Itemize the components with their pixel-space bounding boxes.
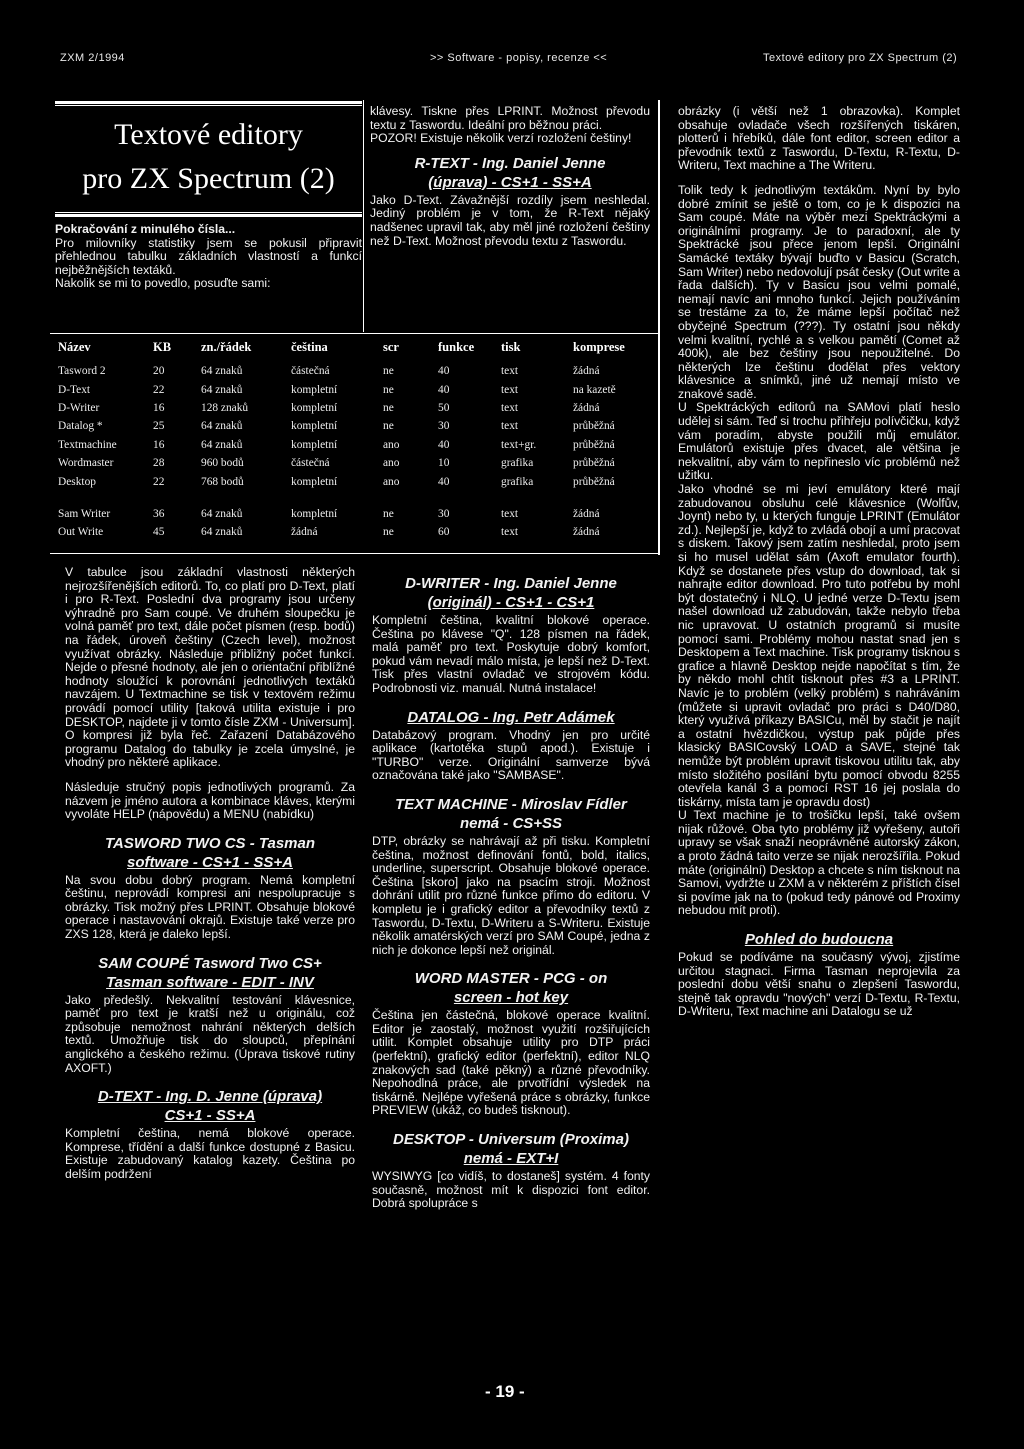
table-cell: ne: [383, 420, 394, 433]
paragraph: Pokud se podíváme na současný vývoj, zjistíme určitou stagnaci. Firma Tasman neprojevila za poslední dobu větší snahu o zlepšení Taswordu, stejně tak opravdu "nových" verzí D-Textu, R-Textu, D-Writeru, Text machine ani Datalogu se už: [678, 950, 960, 1019]
page-number: - 19 -: [485, 1382, 525, 1401]
column-1: [65, 566, 355, 1182]
table-header-cell: scr: [383, 340, 399, 354]
table-cell: D-Writer: [58, 401, 100, 414]
table-cell: ne: [383, 383, 394, 396]
table-cell: průběžná: [573, 420, 615, 433]
table-spacer-row: [58, 491, 646, 505]
table-cell: Wordmaster: [58, 457, 114, 470]
heading-line: DATALOG - Ing. Petr Adámek: [407, 708, 615, 726]
paragraph: V tabulce jsou základní vlastnosti některých nejrozšířenějších editorů. To, co platí pro D-Text, platí i pro R-Text. Poslední dva programy jsou určeny výhradně pro Sam coupé. Ve druhém sloupečku je volná paměť pro text, dále počet písmen (resp. bodů) na řádek, úroveň češtiny (Czech level), možnost využívat obrázky. Následuje přibližný počet funkcí. Nejde o přesné hodnoty, ale jen o orientační přiblížné hodnoty sloužící k porovnání jednotlivých textáků navzájem. U Textmachine se tisk v textovém režimu provádí pomocí utility [taková utilita existuje i pro DESKTOP, najdete ji v tomto čísle ZXM - Universum]. O kompresi již byla řeč. Zařazení Databázového programu Datalog do tabulky je zcela úmyslné, je vhodný pro některé aplikace.: [65, 565, 355, 770]
article-title-line1: Textové editory: [114, 118, 303, 151]
paragraph: U Spektráckých editorů na SAMovi platí heslo udělej si sám. Teď si trochu přihřeju polívčičku, když vám poradím, abyste použili můj emulátor. Emulátorů existuje přes dvacet, ale většina je nekvalitní, aby vám to nepřineslo víc problémů než užitku.: [678, 400, 960, 483]
heading-line: D-TEXT - Ing. D. Jenne (úprava): [97, 1088, 323, 1106]
table-cell: 64 znaků: [201, 507, 243, 520]
table-cell: 30: [438, 507, 450, 520]
paragraph: Jako předešlý. Nekvalitní testování klávesnice, paměť pro text je kratší než u originálu, což způsobuje nemožnost nahrání některých delších textů. Umožňuje tisk do sloupců, přepínání anglického a českého režimu. (Úprava tiskové rutiny AXOFT.): [65, 992, 355, 1075]
table-header-cell: tisk: [501, 340, 521, 354]
table-cell: kompletní: [291, 383, 338, 396]
intro-paragraph: Pro milovníky statistiky jsem se pokusil připravit přehlednou tabulku základních vlastností a funkcí nejběžnějších textáků.: [55, 235, 362, 277]
table-cell: Tasword 2: [58, 365, 106, 378]
paragraph: Tolik tedy k jednotlivým textákům. Nyní by bylo dobré zmínit se ještě o tom, co je k dispozici na Sam coupé. Máte na výběr mezi Spektráckými a originálními programy. Je to paradoxní, ale ty Spektrácké jsou přece jenom lepší. Originální Samácké textáky bývají buďto v Basicu (Scratch, Sam Writer) nebo nedovolují psát česky (Out write a řada dalších). Ty v Basicu jsou velmi pomalé, nemají navíc ani mnoho funkcí. Jejich používáním se trestáme za to, že máme lepší počítač než obyčejné Spectrum (???). Ty ostatní jsou někdy velmi kvalitní, rychlé a s velkou pamětí (Comet až 400k), ale bez češtiny jsou nepoužitelné. Do některých lze češtinu dodělat přes vektory klávesnice a snímků, jiné už nemají místo ve znakové sadě.: [678, 182, 960, 401]
table-cell: 60: [438, 526, 450, 539]
table-cell: grafika: [501, 457, 534, 470]
table-cell: Sam Writer: [58, 507, 111, 520]
table-header-cell: funkce: [438, 340, 475, 354]
paragraph: Kompletní čeština, nemá blokové operace. Komprese, třídění a další funkce dostupné z Basicu. Existuje zabudovaný katalog kazety. Čeština po delším podržení: [65, 1126, 355, 1181]
section-heading-wordmaster: [372, 969, 650, 1007]
table-cell: ano: [383, 475, 400, 488]
heading-line: (úprava) - CS+1 - SS+A: [428, 173, 592, 191]
table-cell: text+gr.: [501, 438, 537, 451]
column-divider: [363, 100, 364, 332]
table-cell: žádná: [573, 365, 600, 378]
section-heading-dtext: [65, 1087, 355, 1125]
table-cell: průběžná: [573, 438, 615, 451]
title-rule-top: [55, 101, 362, 104]
intro-lead: Pokračování z minulého čísla...: [55, 222, 236, 236]
intro-paragraph-2: Nakolik se mi to povedlo, posuďte sami:: [55, 276, 271, 291]
header-section: >> Software - popisy, recenze <<: [430, 52, 608, 64]
title-rule-bottom-thin: [55, 212, 362, 213]
header-article: Textové editory pro ZX Spectrum (2): [763, 52, 958, 64]
table-header-cell: Název: [58, 340, 91, 354]
table-cell: text: [501, 401, 519, 414]
table-cell: žádná: [573, 507, 600, 520]
section-heading-sam-tasword: [65, 954, 355, 992]
table-cell: text: [501, 526, 519, 539]
table-cell: žádná: [573, 401, 600, 414]
table-cell: 16: [153, 438, 165, 451]
paragraph: Na svou dobu dobrý program. Nemá kompletní češtinu, neprovádí kompresi ani nespolupracuje s obrázky. Tisk možný přes LPRINT. Obsahuje blokové operace i nastavování okrajů. Existuje také verze pro ZXS 128, která je daleko lepší.: [65, 872, 355, 942]
table-cell: částečná: [291, 457, 330, 470]
table-cell: 45: [153, 526, 165, 539]
editor-comparison-table: [58, 340, 646, 542]
column-2: [372, 566, 650, 1211]
table-cell: text: [501, 420, 519, 433]
section-heading-desktop: [372, 1130, 650, 1168]
table-cell: Textmachine: [58, 438, 117, 451]
heading-line: D-WRITER - Ing. Daniel Jenne: [405, 575, 617, 592]
heading-line: Tasman software - EDIT - INV: [106, 973, 314, 991]
article-title-line2: pro ZX Spectrum (2): [82, 162, 335, 195]
heading-line: WORD MASTER - PCG - on: [414, 970, 608, 988]
table-cell: Out Write: [58, 526, 104, 539]
paragraph: klávesy. Tiskne přes LPRINT. Možnost převodu textu z Taswordu. Ideální pro běžnou práci.: [370, 104, 650, 132]
paragraph: U Text machine je to trošičku lepší, také ovšem nijak růžové. Oba tyto problémy již vyřešeny, autoři upravy se však snaží neoprávněné autorský zákon, a proto žádná taito verze se nijak nerozšířila. Pokud máte (originální) Desktop a chcete s ním tisknout na Samovi, vydržte u ZXM a v některém z příštích čísel si povíme jak na to (pokud tedy pánové od Proximy nebudou mít proti).: [678, 808, 960, 918]
table-cell: grafika: [501, 475, 534, 488]
table-cell: text: [501, 365, 519, 378]
table-row: [58, 380, 646, 398]
table-header-row: [58, 340, 646, 362]
table-cell: text: [501, 507, 519, 520]
table-cell: D-Text: [58, 383, 91, 396]
table-cell: průběžná: [573, 475, 615, 488]
intro: [55, 223, 362, 291]
title-rule-bottom: [55, 214, 362, 217]
table-header-cell: čeština: [291, 340, 328, 354]
section-heading-rtext: [370, 154, 650, 192]
paragraph: POZOR! Existuje několik verzí rozložení češtiny!: [370, 131, 632, 146]
table-cell: 25: [153, 420, 165, 433]
table-cell: ne: [383, 526, 394, 539]
heading-line: SAM COUPÉ Tasword Two CS+: [98, 954, 322, 972]
paragraph: DTP, obrázky se nahrávají až při tisku. Kompletní čeština, možnost definování fontů, bold, italics, underline, superscript. Obsahuje blokové operace. Čeština [skoro] jako na psacím stroji. Možnost dohrání utilit pro různé funkce přímo do editoru. V kompletu je i grafický editor a převodníky textů z Taswordu, D-Textu, D-Writeru a S-Writeru. Existuje několik amatérských verzí pro SAM Coupé, jedna z nich je dokonce lepší než originál.: [372, 833, 650, 957]
table-row: [58, 505, 646, 523]
column-2-top: [370, 105, 650, 248]
table-cell: 28: [153, 457, 165, 470]
table-row: [58, 399, 646, 417]
table-cell: 50: [438, 401, 450, 414]
heading-line: nemá - CS+SS: [459, 814, 563, 832]
table-cell: kompletní: [291, 401, 338, 414]
table-cell: žádná: [573, 526, 600, 539]
table-cell: 960 bodů: [201, 457, 244, 470]
table-cell: 10: [438, 457, 450, 470]
table-cell: 16: [153, 401, 165, 414]
table-cell: kompletní: [291, 507, 338, 520]
heading-line: Pohled do budoucna: [744, 931, 894, 949]
title-rule-top-thin: [55, 105, 362, 106]
table-cell: 40: [438, 475, 450, 488]
table-cell: 40: [438, 438, 450, 451]
table-cell: 768 bodů: [201, 475, 244, 488]
table-cell: 40: [438, 383, 450, 396]
column-3: [678, 105, 960, 1019]
table-cell: kompletní: [291, 475, 338, 488]
table-cell: Desktop: [58, 475, 96, 488]
table-row: [58, 362, 646, 380]
table-header-cell: komprese: [573, 340, 625, 354]
table-cell: 64 znaků: [201, 420, 243, 433]
paragraph: WYSIWYG [co vidíš, to dostaneš] systém. 4 fonty současně, možnost mít k dispozici font editor. Dobrá spolupráce s: [372, 1169, 650, 1211]
paragraph: Následuje stručný popis jednotlivých programů. Za názvem je jméno autora a kombinace kláves, kterými vyvoláte HELP (nápovědu) a MENU (nabídku): [65, 779, 355, 822]
paragraph: Jako vhodné se mi jeví emulátory které mají zabudovanou obsluhu celé klávesnice (Wolfův, Joynt) nebo ty, u kterých funguje LPRINT (Emulátor zd.). Nejlepší je, když to zvládá obojí a umí pracovat s diskem. Takový jsem zatím neshledal, proto jsem si ho musel udělat sám (Axoft emulator fourth). Když se dostanete přes vstup do download, tak si nahrajte editor download. Pro tuto potřebu by mohl být dostatečný i NLQ. U jedné verze D-Textu jsem našel download už zabudován, takže nebylo třeba nic upravovat. U ostatních programů si musíte pomocí sami. Problémy mohou nastat snad jen s Desktopem a Text machine. Tisk programy tisknou s grafice a hlavně Desktop nejde napočítat s tím, že by někdo mohl chtít tisknout přes #3 a LPRINT. Navíc je to problém (velký problém) s nahráváním (můžete si upravit ovladač pro práci s D40/D80, který využívá příkazy BASICu, měl by stačit je najít a ostatní hvězdičkou, výstup pak půjde přes klasický BASICovský LOAD a SAVE, stejné tak nemůže být problém upravit tiskovou utilitu tak, aby místo složitého posílání bytu pomocí obvodu 8255 otevřela kanál 3 a pomocí RST 16 jej poslala do tiskárny, místa tam je opravdu dost): [678, 482, 960, 809]
table-header-cell: KB: [153, 340, 172, 354]
table-row: [58, 436, 646, 454]
table-border-top: [50, 333, 658, 334]
table-cell: 40: [438, 365, 450, 378]
heading-line: software - CS+1 - SS+A: [127, 853, 293, 871]
heading-line: DESKTOP - Universum (Proxima): [393, 1131, 629, 1149]
section-heading-datalog: [372, 708, 650, 727]
table-cell: kompletní: [291, 438, 338, 451]
table-cell: 36: [153, 507, 165, 520]
table-cell: ne: [383, 401, 394, 414]
table-cell: ano: [383, 457, 400, 470]
paragraph: Databázový program. Vhodný jen pro určité aplikace (kartotéka stupů apod.). Existuje i "TURBO" verze. Originální samverze bývá označována také jako "SAMBASE".: [372, 727, 650, 783]
heading-line: nemá - EXT+I: [463, 1150, 559, 1168]
table-header-cell: zn./řádek: [201, 340, 252, 354]
table-cell: 22: [153, 475, 165, 488]
heading-line: CS+1 - SS+A: [164, 1107, 256, 1125]
table-border-bottom: [50, 553, 660, 554]
table-cell: 20: [153, 365, 165, 378]
paragraph: obrázky (i větší než 1 obrazovka). Komplet obsahuje ovladače všech rozšířených tiskáren, plotterů i hřebíků, dále font editor, screen editor a převodník textů z Taswordu, D-Textu, R-Textu, D-Writeru, Text machine a The Writeru.: [678, 104, 960, 173]
heading-line: screen - hot key: [453, 989, 569, 1007]
paragraph: Čeština jen částečná, blokové operace kvalitní. Editor je zaostalý, možnost využití rozšiřujících utilit. Komplet obsahuje utility pro DTP práci (perfektní), grafický editor (perfektní), editor NLQ znakových sad (také pěkný) a různé převodníky. Nepohodlná práce, ale prvotřídní výsledek na tiskárně. Nejlépe vyřešená práce s obrázky, funkce PREVIEW (ukáž, co budeš tisknout).: [372, 1008, 650, 1118]
table-cell: 64 znaků: [201, 438, 243, 451]
heading-line: TASWORD TWO CS - Tasman: [105, 834, 315, 852]
table-row: [58, 417, 646, 435]
article-title-box: [55, 100, 362, 291]
table-cell: 30: [438, 420, 450, 433]
table-cell: na kazetě: [573, 383, 616, 396]
section-heading-dwriter: [372, 574, 650, 612]
section-heading-tasword: [65, 834, 355, 872]
table-border-right: [658, 100, 660, 555]
table-cell: ne: [383, 507, 394, 520]
table-row: [58, 472, 646, 490]
table-cell: ano: [383, 438, 400, 451]
heading-line: (originál) - CS+1 - CS+1: [427, 594, 595, 611]
table-cell: 22: [153, 383, 165, 396]
section-heading-outlook: [678, 930, 960, 949]
table-cell: Datalog *: [58, 420, 103, 433]
table-cell: ne: [383, 365, 394, 378]
table-cell: částečná: [291, 365, 330, 378]
table-row: [58, 454, 646, 472]
table-cell: 64 znaků: [201, 383, 243, 396]
paragraph: Jako D-Text. Závažnější rozdíly jsem neshledal. Jediný problém je v tom, že R-Text nějaký nadšenec upravil tak, aby měl jiné rozložení češtiny než D-Text. Možnost převodu textu z Taswordu.: [370, 192, 650, 248]
table-cell: kompletní: [291, 420, 338, 433]
section-heading-textmachine: [372, 795, 650, 833]
table-cell: žádná: [291, 526, 318, 539]
table-cell: 128 znaků: [201, 401, 249, 414]
header-issue: ZXM 2/1994: [60, 52, 125, 64]
heading-line: R-TEXT - Ing. Daniel Jenne: [414, 154, 606, 172]
table-cell: 64 znaků: [201, 365, 243, 378]
table-cell: průběžná: [573, 457, 615, 470]
table-row: [58, 523, 646, 541]
heading-line: TEXT MACHINE - Miroslav Fídler: [395, 795, 627, 813]
paragraph: Kompletní čeština, kvalitní blokové operace. Čeština po klávese "Q". 128 písmen na řádek, malá paměť pro text. Poskytuje dobrý komfort, pokud vám nevadí málo místa, je lepší než D-Text. Tisk přes vlastní ovladač ve strojovém kódu. Podrobnosti viz. manuál. Nutná instalace!: [372, 613, 650, 695]
table-cell: 64 znaků: [201, 526, 243, 539]
table-cell: text: [501, 383, 519, 396]
